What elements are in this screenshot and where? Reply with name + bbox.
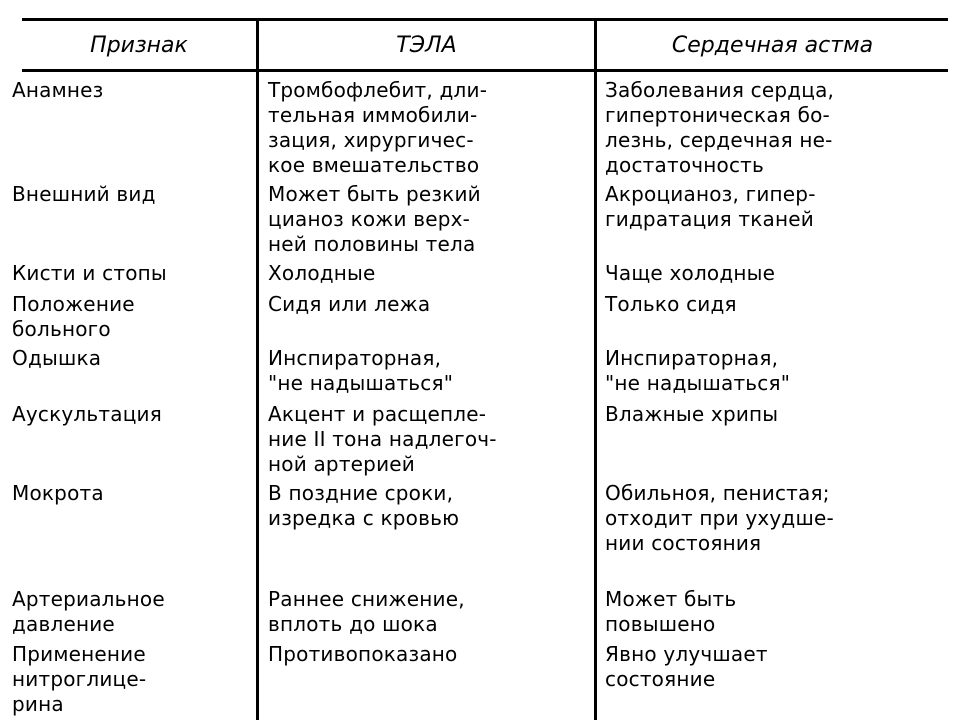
row-anamnesis-tela: Тромбофлебит, дли- тельная иммобили- зация, хирургичес- кое вмешательство	[268, 78, 488, 177]
row-anamnesis-sign: Анамнез	[12, 78, 104, 102]
row-dyspnea-sign: Одышка	[12, 346, 102, 370]
row-auscultation-sign: Аускультация	[12, 402, 162, 426]
row-hands-sign: Кисти и стопы	[12, 261, 167, 285]
row-auscultation-tela: Акцент и расщепле- ние II тона надлегоч- ной артерией	[268, 402, 497, 476]
row-pressure-asthma: Может быть повышено	[605, 587, 737, 636]
row-dyspnea-tela: Инспираторная, "не надышаться"	[268, 346, 454, 395]
row-sputum-asthma: Обильноя, пенистая; отходит при ухудше- нии состояния	[605, 481, 834, 555]
table-top-rule	[22, 18, 948, 21]
row-sputum-sign: Мокрота	[12, 481, 104, 505]
header-bottom-rule	[22, 69, 948, 72]
row-hands-tela: Холодные	[268, 261, 376, 285]
row-appearance-tela: Может быть резкий цианоз кожи верх- ней половины тела	[268, 182, 481, 256]
row-appearance-asthma: Акроцианоз, гипер- гидратация тканей	[605, 182, 816, 231]
row-pressure-sign: Артериальное давление	[12, 587, 165, 636]
row-pressure-tela: Раннее снижение, вплоть до шока	[268, 587, 465, 636]
row-anamnesis-asthma: Заболевания сердца, гипертоническая бо- лезнь, сердечная не- достаточность	[605, 78, 835, 177]
row-hands-asthma: Чаще холодные	[605, 261, 776, 285]
header-tela: ТЭЛА	[396, 33, 457, 58]
row-nitro-tela: Противопоказано	[268, 642, 458, 666]
row-position-sign: Положение больного	[12, 292, 135, 341]
row-appearance-sign: Внешний вид	[12, 182, 156, 206]
row-auscultation-asthma: Влажные хрипы	[605, 402, 779, 426]
row-dyspnea-asthma: Инспираторная, "не надышаться"	[605, 346, 791, 395]
header-sign: Признак	[90, 33, 188, 58]
row-position-asthma: Только сидя	[605, 292, 737, 316]
row-sputum-tela: В поздние сроки, изредка с кровью	[268, 481, 460, 530]
row-nitro-sign: Применение нитроглице- рина	[12, 642, 147, 716]
column-divider-1	[256, 18, 259, 720]
row-position-tela: Сидя или лежа	[268, 292, 431, 316]
header-asthma: Сердечная астма	[671, 33, 874, 58]
column-divider-2	[594, 18, 597, 720]
row-nitro-asthma: Явно улучшает состояние	[605, 642, 768, 691]
